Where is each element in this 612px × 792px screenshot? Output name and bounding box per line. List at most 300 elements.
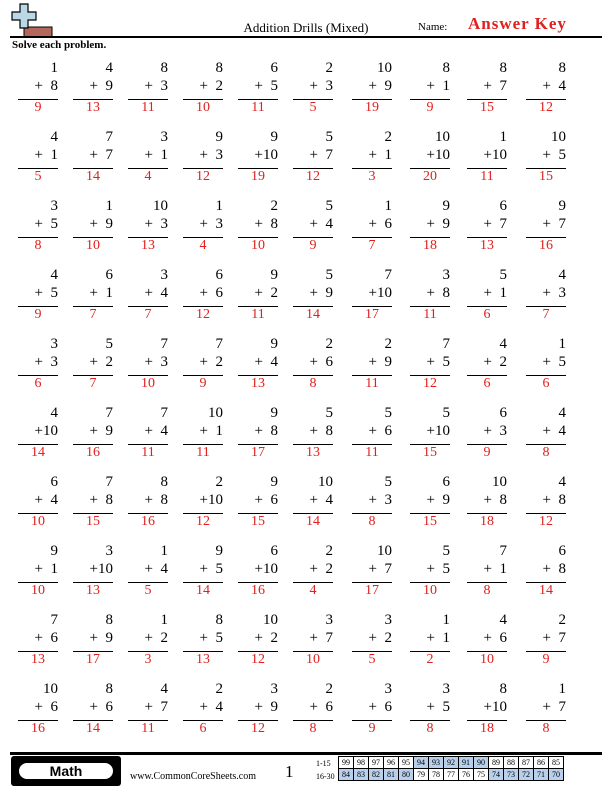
plus-sign: + bbox=[426, 78, 435, 94]
answer: 8 bbox=[426, 721, 434, 736]
name-label: Name: bbox=[418, 21, 448, 33]
addend-bottom-value: 8 bbox=[325, 423, 333, 439]
addend-top: 1 bbox=[384, 198, 392, 214]
problem bbox=[238, 198, 278, 262]
problem bbox=[238, 267, 278, 331]
addend-top: 8 bbox=[499, 681, 507, 697]
answer: 11 bbox=[141, 721, 155, 736]
addend-bottom bbox=[35, 423, 58, 440]
score-table bbox=[338, 756, 564, 781]
addend-bottom bbox=[427, 423, 450, 440]
problem bbox=[293, 474, 333, 538]
score-cell: 97 bbox=[369, 757, 384, 769]
plus-sign: + bbox=[368, 630, 377, 646]
answer: 15 bbox=[423, 514, 437, 529]
addend-bottom-value: 9 bbox=[270, 699, 278, 715]
addend-bottom-value: 9 bbox=[384, 354, 392, 370]
addend-top: 10 bbox=[43, 681, 58, 697]
plus-sign: + bbox=[426, 216, 435, 232]
addend-bottom-value: 6 bbox=[384, 423, 392, 439]
problem bbox=[526, 336, 566, 400]
addend-bottom-value: 7 bbox=[499, 78, 507, 94]
answer: 7 bbox=[368, 238, 376, 253]
plus-sign: + bbox=[144, 216, 153, 232]
problem bbox=[128, 198, 168, 262]
addend-bottom bbox=[90, 492, 113, 509]
score-cell: 81 bbox=[384, 769, 399, 781]
addend-top: 4 bbox=[50, 405, 58, 421]
problem bbox=[238, 405, 278, 469]
plus-sign: + bbox=[309, 354, 318, 370]
problem bbox=[467, 267, 507, 331]
score-cell: 92 bbox=[444, 757, 459, 769]
plus-sign: + bbox=[199, 354, 208, 370]
problem bbox=[293, 267, 333, 331]
addend-bottom-value: 7 bbox=[105, 147, 113, 163]
plus-sign: + bbox=[426, 354, 435, 370]
addend-bottom bbox=[35, 699, 58, 716]
answer: 12 bbox=[196, 307, 210, 322]
answer: 13 bbox=[306, 445, 320, 460]
addend-bottom bbox=[35, 78, 58, 95]
plus-sign: + bbox=[89, 492, 98, 508]
addend-bottom-value: 1 bbox=[384, 147, 392, 163]
addend-top: 8 bbox=[215, 612, 223, 628]
addend-bottom bbox=[255, 216, 278, 233]
addend-bottom-value: 2 bbox=[215, 78, 223, 94]
addend-top: 6 bbox=[270, 543, 278, 559]
problem bbox=[128, 336, 168, 400]
plus-sign: + bbox=[542, 216, 551, 232]
answer: 9 bbox=[34, 307, 42, 322]
addend-bottom-value: 1 bbox=[160, 147, 168, 163]
addend-bottom-value: 4 bbox=[215, 699, 223, 715]
addend-bottom bbox=[310, 216, 333, 233]
addend-bottom bbox=[369, 423, 392, 440]
answer: 8 bbox=[542, 445, 550, 460]
plus-sign: + bbox=[144, 630, 153, 646]
addend-top: 2 bbox=[325, 336, 333, 352]
answer: 15 bbox=[480, 100, 494, 115]
addend-bottom-value: 4 bbox=[160, 561, 168, 577]
addend-bottom bbox=[369, 285, 392, 302]
addend-bottom-value: 9 bbox=[105, 216, 113, 232]
addend-bottom bbox=[543, 423, 566, 440]
answer: 9 bbox=[426, 100, 434, 115]
plus-sign: + bbox=[483, 630, 492, 646]
problem bbox=[18, 60, 58, 124]
addend-top: 2 bbox=[215, 474, 223, 490]
answer: 11 bbox=[365, 445, 379, 460]
addend-bottom-value: 4 bbox=[160, 423, 168, 439]
addend-bottom bbox=[484, 630, 507, 647]
answer: 19 bbox=[251, 169, 265, 184]
addend-bottom bbox=[543, 147, 566, 164]
answer: 14 bbox=[306, 307, 320, 322]
plus-sign: + bbox=[144, 423, 153, 439]
addend-bottom-value: 3 bbox=[160, 78, 168, 94]
answer: 13 bbox=[196, 652, 210, 667]
addend-bottom bbox=[427, 216, 450, 233]
addend-bottom-value: 9 bbox=[325, 285, 333, 301]
plus-sign: + bbox=[483, 216, 492, 232]
addend-top: 5 bbox=[325, 405, 333, 421]
addend-bottom-value: 2 bbox=[160, 630, 168, 646]
score-cell: 79 bbox=[414, 769, 429, 781]
score-cell: 82 bbox=[369, 769, 384, 781]
answer: 13 bbox=[141, 238, 155, 253]
footer-divider bbox=[10, 752, 602, 755]
addend-bottom bbox=[484, 78, 507, 95]
score-cell: 76 bbox=[459, 769, 474, 781]
addend-bottom bbox=[369, 561, 392, 578]
problem bbox=[467, 198, 507, 262]
answer: 17 bbox=[365, 307, 379, 322]
answer: 5 bbox=[368, 652, 376, 667]
addend-top: 2 bbox=[325, 543, 333, 559]
addend-top: 3 bbox=[105, 543, 113, 559]
problem bbox=[128, 60, 168, 124]
addend-bottom bbox=[427, 78, 450, 95]
addend-top: 7 bbox=[160, 336, 168, 352]
addend-top: 7 bbox=[105, 405, 113, 421]
addend-top: 3 bbox=[160, 129, 168, 145]
addend-bottom bbox=[310, 423, 333, 440]
problem bbox=[18, 267, 58, 331]
problem bbox=[467, 681, 507, 745]
answer: 13 bbox=[86, 100, 100, 115]
answer: 8 bbox=[542, 721, 550, 736]
addend-bottom bbox=[90, 354, 113, 371]
answer: 6 bbox=[199, 721, 207, 736]
addend-bottom-value: 6 bbox=[50, 699, 58, 715]
answer: 17 bbox=[86, 652, 100, 667]
plus-sign: + bbox=[89, 630, 98, 646]
plus-sign: + bbox=[34, 78, 43, 94]
answer: 11 bbox=[365, 376, 379, 391]
plus-sign: + bbox=[89, 423, 98, 439]
addend-bottom-value: 6 bbox=[325, 699, 333, 715]
answer: 7 bbox=[542, 307, 550, 322]
problem bbox=[238, 474, 278, 538]
plus-sign: + bbox=[309, 147, 318, 163]
answer: 6 bbox=[34, 376, 42, 391]
addend-bottom bbox=[145, 492, 168, 509]
problem bbox=[128, 267, 168, 331]
addend-bottom-value: 10 bbox=[435, 147, 450, 163]
addend-top: 2 bbox=[384, 129, 392, 145]
addend-top: 4 bbox=[50, 267, 58, 283]
addend-bottom-value: 7 bbox=[558, 630, 566, 646]
answer: 13 bbox=[31, 652, 45, 667]
problem bbox=[183, 474, 223, 538]
addend-bottom bbox=[90, 147, 113, 164]
addend-top: 8 bbox=[215, 60, 223, 76]
plus-sign: + bbox=[426, 561, 435, 577]
problem-row bbox=[0, 612, 612, 680]
problem bbox=[467, 474, 507, 538]
plus-sign: + bbox=[199, 423, 208, 439]
addend-bottom bbox=[543, 699, 566, 716]
addend-top: 7 bbox=[442, 336, 450, 352]
plus-sign: + bbox=[34, 492, 43, 508]
addend-bottom-value: 10 bbox=[208, 492, 223, 508]
plus-sign: + bbox=[144, 699, 153, 715]
addend-top: 3 bbox=[325, 612, 333, 628]
problem bbox=[410, 336, 450, 400]
answer: 16 bbox=[539, 238, 553, 253]
addend-bottom-value: 9 bbox=[384, 78, 392, 94]
addend-top: 9 bbox=[270, 474, 278, 490]
plus-sign: + bbox=[199, 147, 208, 163]
addend-bottom-value: 9 bbox=[105, 78, 113, 94]
plus-sign: + bbox=[368, 561, 377, 577]
addend-top: 5 bbox=[442, 405, 450, 421]
answer: 16 bbox=[251, 583, 265, 598]
addend-bottom bbox=[255, 78, 278, 95]
score-row-label: 1-15 bbox=[316, 759, 331, 768]
addend-top: 1 bbox=[105, 198, 113, 214]
addend-top: 6 bbox=[270, 60, 278, 76]
answer: 14 bbox=[31, 445, 45, 460]
problem bbox=[293, 543, 333, 607]
score-cell: 78 bbox=[429, 769, 444, 781]
addend-bottom bbox=[255, 561, 278, 578]
plus-sign: + bbox=[199, 630, 208, 646]
addend-bottom bbox=[255, 354, 278, 371]
answer: 18 bbox=[480, 721, 494, 736]
addend-bottom bbox=[484, 216, 507, 233]
addend-top: 10 bbox=[263, 612, 278, 628]
problem bbox=[352, 267, 392, 331]
addend-bottom bbox=[427, 699, 450, 716]
addend-top: 4 bbox=[558, 267, 566, 283]
problem bbox=[410, 543, 450, 607]
problem-row bbox=[0, 267, 612, 335]
addend-bottom-value: 10 bbox=[377, 285, 392, 301]
answer: 10 bbox=[86, 238, 100, 253]
problem bbox=[238, 129, 278, 193]
plus-sign: + bbox=[483, 699, 492, 715]
problem bbox=[73, 405, 113, 469]
addend-top: 10 bbox=[377, 60, 392, 76]
score-cell: 89 bbox=[489, 757, 504, 769]
instructions: Solve each problem. bbox=[12, 39, 107, 51]
addend-bottom bbox=[484, 285, 507, 302]
addend-top: 7 bbox=[499, 543, 507, 559]
answer: 12 bbox=[251, 721, 265, 736]
problem bbox=[352, 681, 392, 745]
addend-bottom bbox=[543, 630, 566, 647]
addend-bottom-value: 2 bbox=[325, 561, 333, 577]
addend-bottom-value: 7 bbox=[325, 147, 333, 163]
answer: 16 bbox=[31, 721, 45, 736]
problem bbox=[352, 543, 392, 607]
addend-top: 4 bbox=[499, 612, 507, 628]
addend-bottom bbox=[200, 285, 223, 302]
answer: 5 bbox=[144, 583, 152, 598]
plus-sign: + bbox=[199, 492, 208, 508]
addend-bottom bbox=[90, 423, 113, 440]
addend-top: 3 bbox=[160, 267, 168, 283]
addend-bottom bbox=[35, 492, 58, 509]
problem bbox=[238, 681, 278, 745]
plus-sign: + bbox=[483, 354, 492, 370]
addend-bottom-value: 8 bbox=[558, 561, 566, 577]
addend-bottom-value: 4 bbox=[160, 285, 168, 301]
addend-top: 1 bbox=[558, 336, 566, 352]
plus-sign: + bbox=[199, 285, 208, 301]
problem bbox=[467, 543, 507, 607]
plus-sign: + bbox=[199, 699, 208, 715]
addend-top: 7 bbox=[384, 267, 392, 283]
addend-top: 9 bbox=[215, 543, 223, 559]
problem bbox=[410, 681, 450, 745]
problem bbox=[410, 474, 450, 538]
addend-bottom bbox=[427, 285, 450, 302]
addend-bottom bbox=[145, 423, 168, 440]
addend-top: 1 bbox=[160, 543, 168, 559]
problem bbox=[467, 405, 507, 469]
addend-bottom-value: 6 bbox=[215, 285, 223, 301]
answer: 10 bbox=[141, 376, 155, 391]
addend-top: 7 bbox=[215, 336, 223, 352]
addend-bottom bbox=[369, 147, 392, 164]
addend-bottom-value: 2 bbox=[499, 354, 507, 370]
addend-top: 2 bbox=[215, 681, 223, 697]
addend-bottom bbox=[145, 561, 168, 578]
score-cell: 83 bbox=[354, 769, 369, 781]
problem bbox=[467, 129, 507, 193]
plus-sign: + bbox=[483, 561, 492, 577]
addend-bottom bbox=[310, 147, 333, 164]
score-cell: 96 bbox=[384, 757, 399, 769]
plus-sign: + bbox=[483, 285, 492, 301]
score-cell: 91 bbox=[459, 757, 474, 769]
problem bbox=[238, 336, 278, 400]
problem bbox=[352, 198, 392, 262]
answer: 9 bbox=[368, 721, 376, 736]
addend-top: 2 bbox=[384, 336, 392, 352]
answer: 10 bbox=[480, 652, 494, 667]
problem bbox=[526, 129, 566, 193]
problem bbox=[73, 543, 113, 607]
answer: 15 bbox=[251, 514, 265, 529]
addend-bottom bbox=[90, 561, 113, 578]
plus-sign: + bbox=[89, 147, 98, 163]
problem-row bbox=[0, 681, 612, 749]
plus-sign: + bbox=[309, 78, 318, 94]
addend-bottom bbox=[200, 699, 223, 716]
problem bbox=[293, 60, 333, 124]
addend-bottom bbox=[145, 699, 168, 716]
addend-top: 9 bbox=[270, 336, 278, 352]
addend-bottom-value: 4 bbox=[270, 354, 278, 370]
answer: 12 bbox=[196, 514, 210, 529]
answer: 6 bbox=[483, 307, 491, 322]
plus-sign: + bbox=[309, 492, 318, 508]
plus-sign: + bbox=[483, 147, 492, 163]
addend-bottom bbox=[310, 561, 333, 578]
addend-bottom-value: 4 bbox=[50, 492, 58, 508]
addend-bottom-value: 4 bbox=[558, 423, 566, 439]
addend-bottom bbox=[369, 630, 392, 647]
plus-sign: + bbox=[254, 630, 263, 646]
addend-bottom-value: 2 bbox=[215, 354, 223, 370]
addend-bottom-value: 5 bbox=[270, 78, 278, 94]
plus-sign: + bbox=[483, 423, 492, 439]
problem bbox=[467, 612, 507, 676]
answer: 6 bbox=[542, 376, 550, 391]
addend-bottom-value: 6 bbox=[50, 630, 58, 646]
answer: 12 bbox=[251, 652, 265, 667]
addend-bottom bbox=[427, 492, 450, 509]
answer: 12 bbox=[423, 376, 437, 391]
answer: 15 bbox=[86, 514, 100, 529]
plus-sign: + bbox=[368, 699, 377, 715]
problem bbox=[352, 129, 392, 193]
problem bbox=[410, 267, 450, 331]
score-row bbox=[339, 769, 564, 781]
addend-top: 6 bbox=[499, 198, 507, 214]
addend-bottom-value: 2 bbox=[270, 285, 278, 301]
problem bbox=[410, 405, 450, 469]
problem bbox=[238, 60, 278, 124]
problem bbox=[293, 336, 333, 400]
answer: 11 bbox=[423, 307, 437, 322]
addend-bottom-value: 9 bbox=[105, 423, 113, 439]
answer: 8 bbox=[483, 583, 491, 598]
page-number: 1 bbox=[285, 762, 294, 781]
answer: 10 bbox=[306, 652, 320, 667]
addend-bottom-value: 10 bbox=[492, 147, 507, 163]
plus-sign: + bbox=[254, 354, 263, 370]
answer: 11 bbox=[251, 100, 265, 115]
answer: 8 bbox=[368, 514, 376, 529]
answer: 5 bbox=[309, 100, 317, 115]
addend-bottom bbox=[427, 630, 450, 647]
addend-bottom bbox=[35, 216, 58, 233]
problem bbox=[183, 60, 223, 124]
addend-bottom bbox=[255, 423, 278, 440]
problem bbox=[128, 129, 168, 193]
plus-sign: + bbox=[483, 78, 492, 94]
addend-bottom-value: 3 bbox=[50, 354, 58, 370]
plus-sign: + bbox=[542, 492, 551, 508]
problem bbox=[73, 129, 113, 193]
addend-top: 8 bbox=[558, 60, 566, 76]
addend-top: 6 bbox=[105, 267, 113, 283]
addend-top: 2 bbox=[325, 681, 333, 697]
addend-top: 1 bbox=[160, 612, 168, 628]
addend-bottom-value: 4 bbox=[325, 216, 333, 232]
plus-sign: + bbox=[426, 147, 435, 163]
score-cell: 84 bbox=[339, 769, 354, 781]
plus-sign: + bbox=[89, 216, 98, 232]
plus-sign: + bbox=[426, 699, 435, 715]
addend-top: 10 bbox=[153, 198, 168, 214]
addend-bottom-value: 6 bbox=[384, 216, 392, 232]
addend-bottom-value: 7 bbox=[499, 216, 507, 232]
addend-bottom-value: 3 bbox=[384, 492, 392, 508]
plus-sign: + bbox=[542, 699, 551, 715]
addend-top: 2 bbox=[558, 612, 566, 628]
score-cell: 70 bbox=[549, 769, 564, 781]
plus-sign: + bbox=[254, 699, 263, 715]
plus-sign: + bbox=[254, 492, 263, 508]
answer: 9 bbox=[199, 376, 207, 391]
addend-bottom bbox=[255, 630, 278, 647]
